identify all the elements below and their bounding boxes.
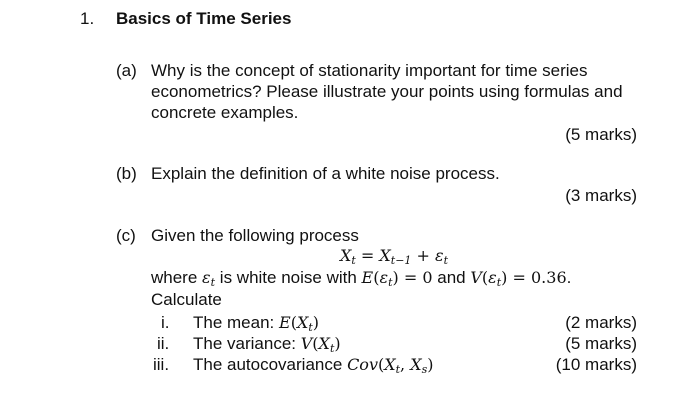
part-a-line-1: Why is the concept of stationarity important for time series <box>151 61 588 80</box>
part-a-line-2: econometrics? Please illustrate your points using formulas and <box>151 82 623 101</box>
question-number: 1. <box>80 9 95 28</box>
item-i-text <box>193 312 319 333</box>
part-a-marks: (5 marks) <box>565 125 637 144</box>
period-text: . <box>566 268 572 287</box>
item-iii-label: The autocovariance <box>193 355 343 374</box>
expectation-formula: $E(\varepsilon_t) = 0$ <box>361 268 433 289</box>
part-b-line: Explain the definition of a white noise process. <box>151 164 500 183</box>
white-noise-text: is white noise with <box>219 268 357 287</box>
item-i-marks: (2 marks) <box>565 313 637 332</box>
part-a-line-3: concrete examples. <box>151 103 299 122</box>
item-ii-number: ii. <box>157 334 170 353</box>
part-c-label: (c) <box>116 226 136 245</box>
calculate-text: Calculate <box>151 290 222 309</box>
mean-formula: $E(X_t)$ <box>279 313 319 334</box>
item-iii-number: iii. <box>153 355 170 374</box>
variance-xt-formula: $V(X_t)$ <box>300 334 341 355</box>
part-a-label: (a) <box>116 61 137 80</box>
question-title: Basics of Time Series <box>116 9 292 28</box>
process-equation: $X_t = X_{t-1} + \varepsilon_t$ <box>340 246 449 267</box>
item-iii-text <box>193 354 434 375</box>
autocovariance-formula: $Cov(X_t$, $X_s$) <box>347 355 434 376</box>
part-b-label: (b) <box>116 164 137 183</box>
item-ii-label: The variance: <box>193 334 296 353</box>
item-i-label: The mean: <box>193 313 275 332</box>
part-b-marks: (3 marks) <box>565 186 637 205</box>
item-ii-marks: (5 marks) <box>565 334 637 353</box>
item-i-number: i. <box>161 313 170 332</box>
item-iii-marks: (10 marks) <box>555 355 637 374</box>
where-text: where <box>151 268 198 287</box>
and-text: and <box>437 268 466 287</box>
part-c-where-line <box>151 267 571 288</box>
epsilon-symbol: $\varepsilon_t$ <box>202 268 216 289</box>
part-c-intro: Given the following process <box>151 226 359 245</box>
item-ii-text <box>193 333 341 354</box>
variance-formula: $V(\varepsilon_t) = 0.36$ <box>470 268 567 289</box>
